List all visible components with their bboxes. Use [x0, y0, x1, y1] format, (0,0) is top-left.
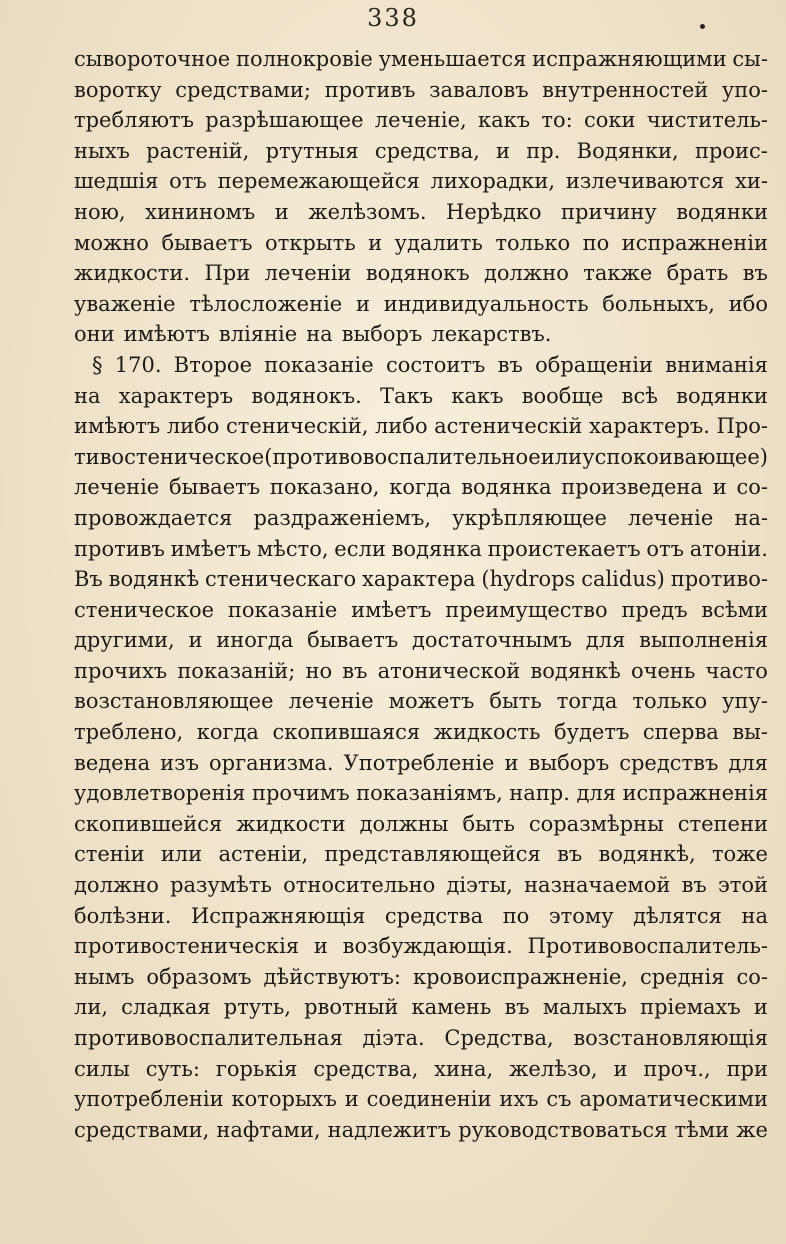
word: дѣлятся [633, 903, 722, 928]
word: состоитъ [385, 352, 486, 377]
word: въ [681, 873, 707, 898]
word: въ [497, 352, 523, 377]
word: испражненія [622, 781, 768, 806]
word: только [632, 689, 708, 714]
word: отъ [646, 536, 684, 561]
word: произведена [561, 475, 703, 500]
word: водянка [391, 536, 482, 561]
word: характеръ. [588, 414, 710, 439]
word: § [92, 352, 103, 377]
word: средствами, [74, 1117, 210, 1142]
word: и [496, 138, 511, 163]
word: по [582, 230, 610, 255]
text-line [74, 564, 768, 595]
word: нымъ [74, 964, 135, 989]
word: тогда [556, 689, 618, 714]
word: выполненія [639, 628, 768, 653]
word: стеническое [74, 597, 215, 622]
word: леченіи [264, 261, 352, 286]
word: (противовоспалительное [264, 444, 541, 469]
word: желѣзомъ. [308, 199, 427, 224]
word: то: [541, 108, 573, 133]
word: при [726, 1056, 768, 1081]
word: по [502, 903, 530, 928]
word: или [160, 842, 203, 867]
word: и [613, 1056, 628, 1081]
word: Такъ [380, 383, 434, 408]
word: чиститель- [646, 108, 768, 133]
word: либо [166, 414, 220, 439]
word: съ [546, 1087, 572, 1112]
word: прочимъ [251, 781, 350, 806]
word: ведена [74, 750, 151, 775]
word: иногда [216, 628, 294, 653]
word: быть [462, 811, 515, 836]
word: бываетъ [307, 628, 399, 653]
word: организма. [209, 750, 334, 775]
word: стеніи [74, 842, 145, 867]
word: обращеніи [535, 352, 653, 377]
word: нафтами, [216, 1117, 321, 1142]
word: тивостеническое [74, 444, 265, 469]
word: Нерѣдко [446, 199, 542, 224]
word: леченіе, [374, 108, 467, 133]
text-line [74, 197, 768, 228]
word: уваженіе [74, 291, 176, 316]
word: всѣ [621, 383, 658, 408]
word: должно [74, 873, 159, 898]
text-line [74, 411, 768, 442]
word: возстановляющее [74, 689, 274, 714]
word: излечиваются [565, 169, 725, 194]
word: и [274, 199, 289, 224]
word: противъ [324, 77, 416, 102]
text-line [74, 105, 768, 136]
word: отъ [169, 169, 207, 194]
text-line [74, 503, 768, 534]
word: хина, [434, 1056, 494, 1081]
word: атоніи. [689, 536, 768, 561]
word: Про- [716, 414, 768, 439]
word: выборъ [528, 750, 610, 775]
word: но [305, 658, 333, 683]
word: всѣми [701, 597, 768, 622]
word: средства [384, 903, 484, 928]
word: успокоивающее) [582, 444, 768, 469]
word: водянокъ [365, 261, 470, 286]
word: въ [342, 658, 368, 683]
word: скопившейся [74, 811, 223, 836]
word: имѣютъ [74, 414, 161, 439]
text-line [74, 901, 768, 932]
word: соразмѣрны [528, 811, 664, 836]
word: діэты, [446, 873, 513, 898]
word: больныхъ, [602, 291, 715, 316]
word: стеническаго [204, 567, 357, 592]
text-line [74, 778, 768, 809]
word: пр. [526, 138, 561, 163]
word: быть [489, 689, 542, 714]
word: показаніе [264, 352, 374, 377]
word: сы- [732, 47, 768, 71]
word: вообще [521, 383, 604, 408]
word: и [313, 934, 328, 959]
word: преимущество [445, 597, 608, 622]
word: ли, [74, 995, 109, 1020]
text-line [74, 717, 768, 748]
word: требляютъ [74, 108, 194, 133]
word: водянки [676, 199, 768, 224]
word: провождается [74, 505, 233, 530]
word: возстановляющія [573, 1026, 768, 1050]
word: напр. [509, 781, 570, 806]
word: индивидуальность [383, 291, 589, 316]
text-line [74, 258, 768, 289]
text-line [74, 381, 768, 412]
word: характера [362, 567, 476, 592]
word: жидкости [236, 811, 346, 836]
text-line [74, 228, 768, 259]
word: соки [584, 108, 636, 133]
text-line [74, 289, 768, 320]
word: будетъ [554, 720, 630, 745]
word: Второе [173, 352, 253, 377]
word: укрѣпляющее [452, 505, 607, 530]
text-line [74, 809, 768, 840]
word: имѣетъ [351, 597, 432, 622]
word: должны [359, 811, 449, 836]
word: для [728, 750, 768, 775]
word: мѣсто, [256, 536, 329, 561]
text-line [74, 870, 768, 901]
word: проис- [694, 138, 768, 163]
word: достаточнымъ [412, 628, 573, 653]
word: Противовоспалитель- [527, 934, 768, 959]
word: ароматическими [579, 1087, 768, 1112]
word: Употребленіе [343, 750, 495, 775]
word: бываетъ [161, 230, 253, 255]
text-line [74, 992, 768, 1023]
word: малыхъ [542, 995, 627, 1020]
word: показаніямъ, [356, 781, 503, 806]
word: на [741, 903, 768, 928]
text-line [74, 625, 768, 656]
word: когда [196, 720, 259, 745]
word: ныхъ [74, 138, 130, 163]
word: При [204, 261, 251, 286]
word: упо- [721, 77, 768, 102]
word: или [540, 444, 583, 469]
word: можетъ [388, 689, 475, 714]
word: средства, [313, 1056, 419, 1081]
word: астеническій [434, 414, 583, 439]
word: этому [548, 903, 614, 928]
word: употребленіи [74, 1087, 224, 1112]
word: предъ [621, 597, 688, 622]
text-line [74, 686, 768, 717]
word: растеній, [146, 138, 250, 163]
word: суть: [145, 1056, 200, 1081]
word: тѣми [674, 1117, 730, 1142]
word: упу- [722, 689, 768, 714]
word: сывороточное [74, 47, 231, 71]
word: заваловъ [429, 77, 529, 102]
word: жидкость [433, 720, 541, 745]
word: проч., [643, 1056, 711, 1081]
word: со- [736, 964, 768, 989]
word: водянкѣ [108, 567, 200, 592]
word: тѣлосложеніе [189, 291, 343, 316]
word: пріемахъ [640, 995, 741, 1020]
word: надлежитъ [327, 1117, 452, 1142]
word: Въ [74, 567, 103, 592]
word: кровоиспражненіе, [412, 964, 628, 989]
word: Водянки, [576, 138, 679, 163]
word: руководствоваться [458, 1117, 668, 1142]
word: другими, [74, 628, 175, 653]
word: имѣетъ [170, 536, 252, 561]
word: для [585, 628, 626, 653]
word: среднія [639, 964, 725, 989]
word: разумѣть [170, 873, 272, 898]
text-line [74, 962, 768, 993]
word: бываетъ [169, 475, 261, 500]
word: камень [411, 995, 492, 1020]
word: на- [734, 505, 768, 530]
text-line [74, 1115, 768, 1146]
word: сладкая [121, 995, 211, 1020]
word: на [74, 383, 101, 408]
word: и [712, 475, 727, 500]
word: на [306, 322, 333, 347]
word: хининомъ [145, 199, 256, 224]
text-line [74, 319, 768, 350]
text-line [74, 748, 768, 779]
word: и [344, 1087, 359, 1112]
word: въ [557, 842, 583, 867]
word: либо [374, 414, 428, 439]
word: какъ [477, 108, 531, 133]
word: назначаемой [524, 873, 671, 898]
word: ихъ [499, 1087, 539, 1112]
word: представляющейся [324, 842, 541, 867]
body-text [74, 44, 768, 1145]
text-line [74, 1023, 768, 1054]
word: силы [74, 1056, 130, 1081]
word: ртуть, [223, 995, 291, 1020]
word: ртутныя [265, 138, 359, 163]
word: причину [561, 199, 657, 224]
text-line [74, 166, 768, 197]
word: стеническій, [226, 414, 369, 439]
word: проистекаетъ [487, 536, 641, 561]
word: средства, [374, 138, 480, 163]
word: и [504, 750, 519, 775]
text-line [74, 595, 768, 626]
word: показаній; [177, 658, 296, 683]
text-line [74, 75, 768, 106]
word: можно [74, 230, 149, 255]
word: леченіе [628, 505, 714, 530]
word: должно [483, 261, 569, 286]
word: открыть [265, 230, 356, 255]
word: удалить [394, 230, 483, 255]
word: противъ [74, 536, 165, 561]
word: водянкѣ, [598, 842, 696, 867]
word: въ [504, 995, 530, 1020]
word: рвотный [304, 995, 399, 1020]
word: болѣзни. [74, 903, 172, 928]
word: желѣзо, [509, 1056, 598, 1081]
word: и [368, 230, 383, 255]
word: астеніи, [218, 842, 309, 867]
word: когда [389, 475, 452, 500]
text-line [74, 350, 768, 381]
word: имѣютъ [123, 322, 210, 347]
word: раздраженіемъ, [253, 505, 432, 530]
text-line [74, 1084, 768, 1115]
word: противовоспалительная [74, 1026, 343, 1050]
word: удовлетворенія [74, 781, 246, 806]
word: противостеническія [74, 934, 300, 959]
word: ибо [728, 291, 768, 316]
word: горькія [215, 1056, 298, 1081]
word: очень [630, 658, 696, 683]
word: характеръ [118, 383, 234, 408]
word: испражняющими [532, 47, 727, 71]
text-line [74, 136, 768, 167]
word: показаніе [227, 597, 338, 622]
word: водянка [461, 475, 552, 500]
word: въ [742, 261, 768, 286]
word: жидкости. [74, 261, 191, 286]
word: если [334, 536, 386, 561]
word: и [188, 628, 203, 653]
word: же [736, 1117, 768, 1142]
word: только [495, 230, 571, 255]
word: вы- [732, 720, 768, 745]
word: испражненіи [621, 230, 768, 255]
word: изъ [160, 750, 199, 775]
word: степени [677, 811, 768, 836]
word: діэта. [362, 1026, 425, 1050]
word: вліяніе [218, 322, 298, 347]
word: водянокъ. [251, 383, 362, 408]
word: водянкѣ [530, 658, 621, 683]
word: разрѣшающее [205, 108, 364, 133]
word: также [583, 261, 653, 286]
text-line [74, 1054, 768, 1085]
word: тоже [711, 842, 768, 867]
print-mark [700, 24, 705, 29]
word: внутренностей [542, 77, 709, 102]
word: для [576, 781, 616, 806]
text-line [74, 534, 768, 565]
word: перемежающейся [217, 169, 420, 194]
word: и [356, 291, 370, 316]
word: полнокровіе [236, 47, 373, 71]
word: воротку [74, 77, 162, 102]
text-line [74, 656, 768, 687]
word: этой [717, 873, 768, 898]
word: они [74, 322, 115, 347]
word: и [753, 995, 768, 1020]
word: относительно [283, 873, 436, 898]
page-number: 338 [367, 4, 419, 32]
word: (hydrops [481, 567, 576, 592]
word: леченіе [74, 475, 160, 500]
word: со- [736, 475, 768, 500]
word: атонической [377, 658, 521, 683]
word: которыхъ [231, 1087, 337, 1112]
word: водянки [676, 383, 768, 408]
word: 170. [114, 352, 162, 377]
text-line [74, 839, 768, 870]
word: какъ [451, 383, 504, 408]
word: брать [666, 261, 729, 286]
word: лекарствъ. [431, 322, 552, 347]
word: средствами; [175, 77, 311, 102]
word: средствъ [619, 750, 719, 775]
word: уменьшается [378, 47, 527, 71]
word: хи- [735, 169, 768, 194]
word: лихорадки, [430, 169, 556, 194]
text-line [74, 931, 768, 962]
word: возбуждающія. [342, 934, 513, 959]
word: calidus) [581, 567, 665, 592]
word: скопившаяся [272, 720, 421, 745]
word: образомъ [146, 964, 252, 989]
word: дѣйствуютъ: [263, 964, 401, 989]
word: соединеніи [366, 1087, 492, 1112]
word: сперва [642, 720, 719, 745]
word: шедшія [74, 169, 159, 194]
word: вниманія [665, 352, 768, 377]
word: противо- [670, 567, 768, 592]
word: Испражняющія [190, 903, 366, 928]
word: выборъ [341, 322, 423, 347]
word: леченіе [288, 689, 374, 714]
word: показано, [269, 475, 380, 500]
word: часто [705, 658, 768, 683]
word: Средства, [444, 1026, 554, 1050]
word: треблено, [74, 720, 184, 745]
word: прочихъ [74, 658, 168, 683]
text-line [74, 44, 768, 75]
word: ною, [74, 199, 126, 224]
text-line [74, 472, 768, 503]
text-line [74, 442, 768, 473]
